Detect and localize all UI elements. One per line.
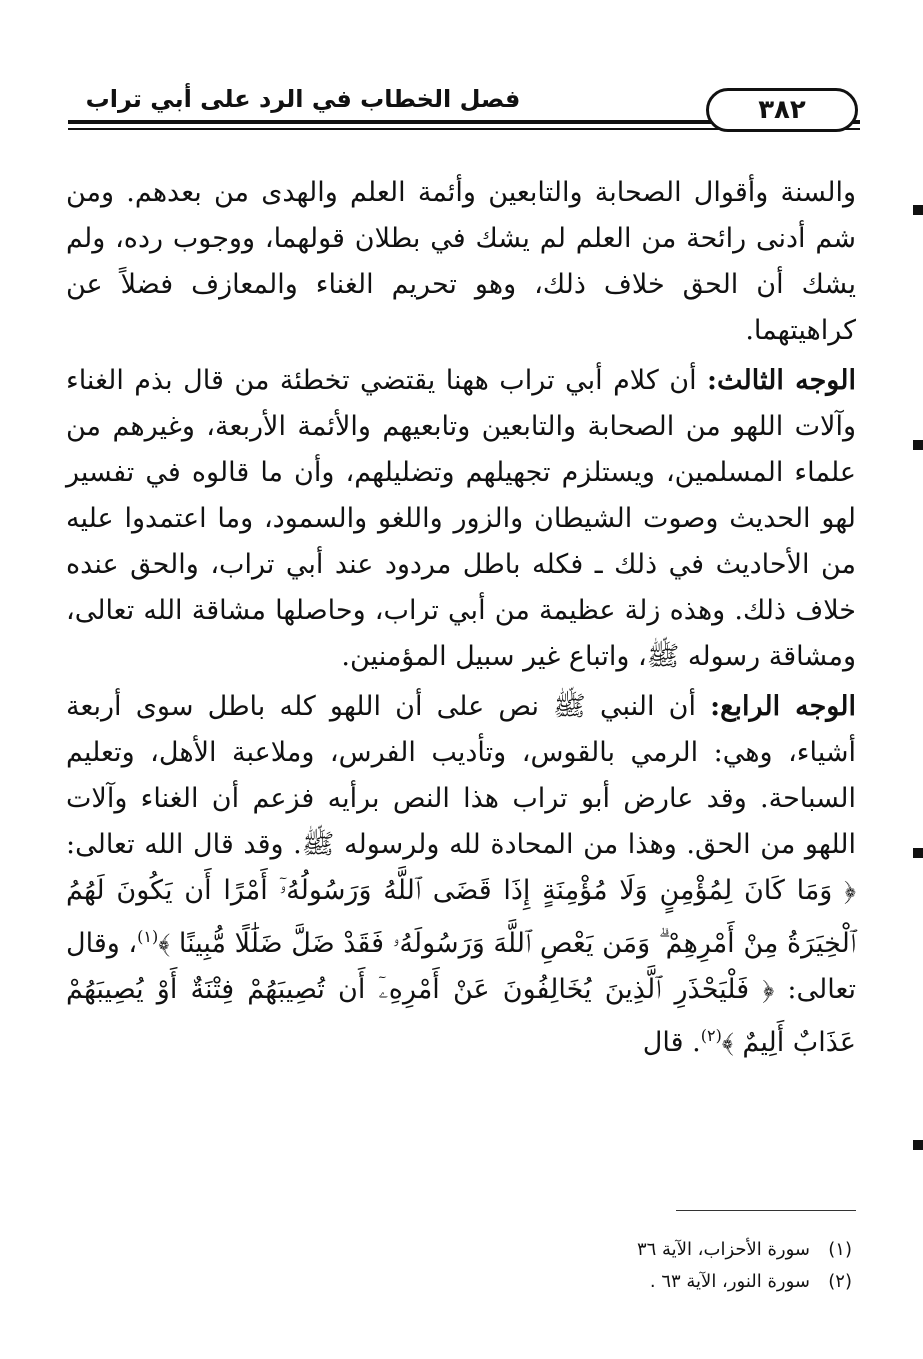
paragraph-3-lead: الوجه الرابع: bbox=[710, 691, 856, 722]
margin-mark bbox=[913, 1140, 923, 1150]
footnote-1 bbox=[500, 1234, 852, 1266]
margin-mark bbox=[913, 848, 923, 858]
paragraph-1-text: والسنة وأقوال الصحابة والتابعين وأئمة العلم والهدى من بعدهم. ومن شم أدنى رائحة من العلم لم يشك في بطلان قولهما، ووجوب رده، ولم يشك أن الحق خلاف ذلك، وهو تحريم الغناء والمعازف فضلاً عن كراهيتهما. bbox=[66, 177, 856, 346]
paragraph-3-text: أن النبي ﷺ نص على أن اللهو كله باطل سوى أربعة أشياء، وهي: الرمي بالقوس، وتأديب الفرس، وملاعبة الأهل، وتعليم السباحة. وقد عارض أبو تراب هذا النص برأيه فزعم أن الغناء وآلات اللهو من الحق. وهذا من المحادة لله ولرسوله ﷺ. وقد قال الله تعالى: bbox=[66, 691, 856, 860]
paragraph-2 bbox=[66, 358, 856, 680]
footnote-1-text: سورة الأحزاب، الآية ٣٦ bbox=[636, 1239, 810, 1260]
margin-mark bbox=[913, 440, 923, 450]
footnote-1-number: (١) bbox=[828, 1239, 852, 1260]
paragraph-1 bbox=[66, 170, 856, 354]
main-text bbox=[66, 170, 856, 1070]
paragraph-2-lead: الوجه الثالث: bbox=[707, 365, 856, 396]
paragraph-3-tail: . قال bbox=[642, 1027, 701, 1058]
footnote-2-text: سورة النور، الآية ٦٣ . bbox=[649, 1271, 810, 1292]
footnote-ref-2: (٢) bbox=[700, 1026, 722, 1045]
footnote-ref-1: (١) bbox=[137, 927, 159, 946]
quran-verse-2: ﴿ فَلْيَحْذَرِ ٱلَّذِينَ يُخَالِفُونَ عَنْ أَمْرِهِۦٓ أَن تُصِيبَهُمْ فِتْنَةٌ أَوْ يُصِيبَهُمْ عَذَابٌ أَلِيمٌ ﴾ bbox=[66, 974, 856, 1058]
footnote-rule bbox=[676, 1210, 856, 1211]
page-number: ٣٨٢ bbox=[706, 88, 858, 132]
quran-connector: ، وقال تعالى: bbox=[66, 928, 857, 1005]
footnote-2-number: (٢) bbox=[828, 1271, 852, 1292]
running-header bbox=[68, 82, 860, 142]
footnotes bbox=[500, 1234, 852, 1298]
quran-verse-1: ﴿ وَمَا كَانَ لِمُؤْمِنٍ وَلَا مُؤْمِنَةٍ إِذَا قَضَى ٱللَّهُ وَرَسُولُهُۥٓ أَمْرًا أَن يَكُونَ لَهُمُ ٱلْخِيَرَةُ مِنْ أَمْرِهِمْ ۗ وَمَن يَعْصِ ٱللَّهَ وَرَسُولَهُۥ فَقَدْ ضَلَّ ضَلَٰلًا مُّبِينًا ﴾ bbox=[66, 875, 857, 959]
footnote-2 bbox=[500, 1266, 852, 1298]
margin-mark bbox=[913, 205, 923, 215]
paragraph-3 bbox=[66, 684, 856, 1066]
paragraph-2-text: أن كلام أبي تراب ههنا يقتضي تخطئة من قال بذم الغناء وآلات اللهو من الصحابة والتابعين وتابعيهم والأئمة الأربعة، وغيرهم من علماء المسلمين، ويستلزم تجهيلهم وتضليلهم، وأن ما قالوه في تفسير لهو الحديث وصوت الشيطان والزور واللغو والسمود، وما اعتمدوا عليه من الأحاديث في ذلك ـ فكله باطل مردود عند أبي تراب، والحق عنده خلاف ذلك. وهذه زلة عظيمة من أبي تراب، وحاصلها مشاقة الله تعالى، ومشاقة رسوله ﷺ، واتباع غير سبيل المؤمنين. bbox=[66, 365, 856, 672]
running-title: فصل الخطاب في الرد على أبي تراب bbox=[85, 85, 521, 113]
